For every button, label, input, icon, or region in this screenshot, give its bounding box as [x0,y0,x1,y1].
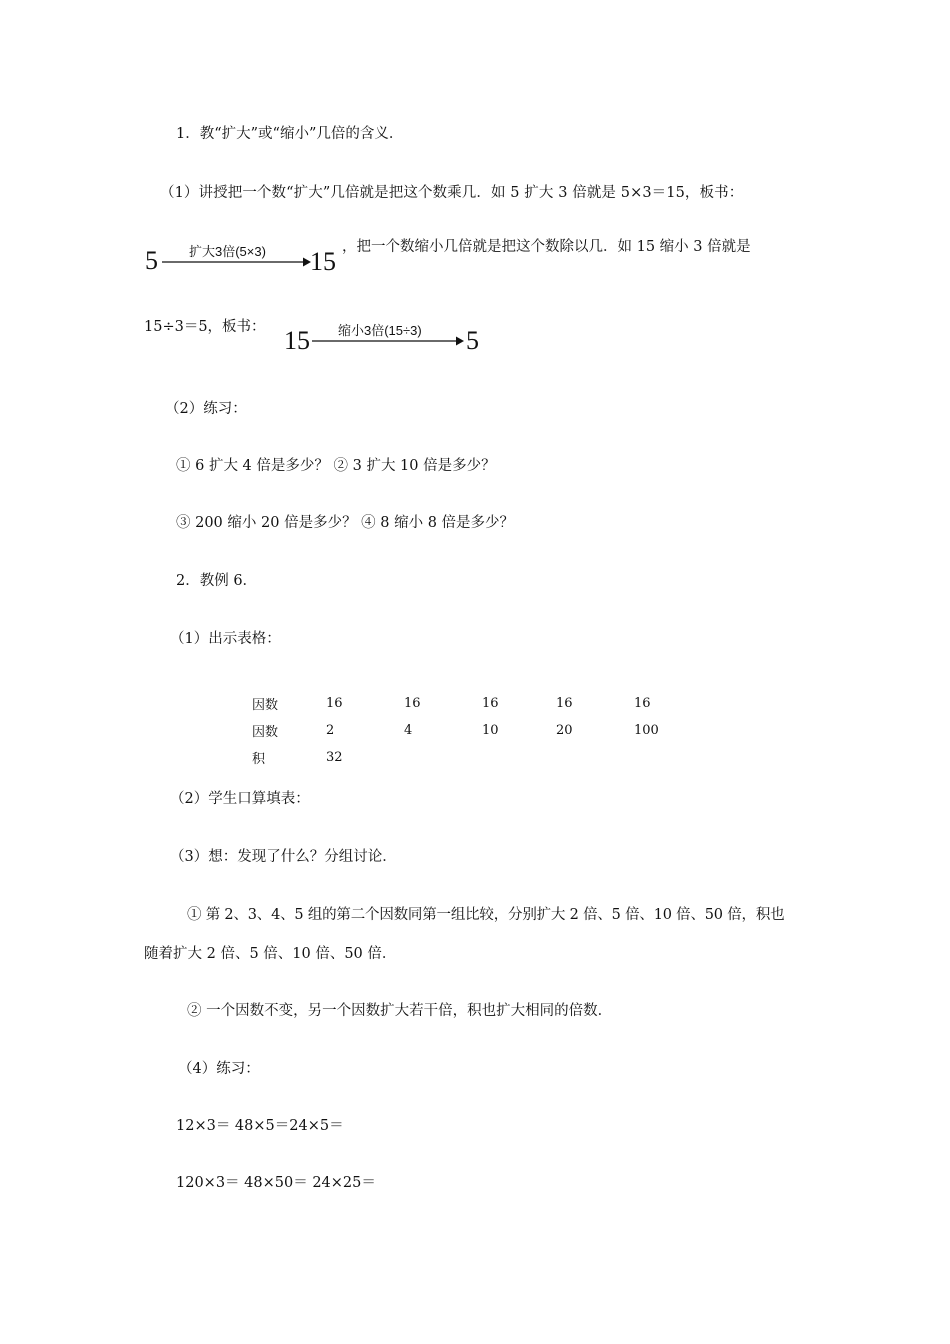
step-3: （3）想：发现了什么？分组讨论． [170,849,397,865]
shrink-diagram-label: 缩小3倍(15÷3) [338,323,422,338]
table-cell: 16 [326,696,343,711]
paragraph-enlarge-definition: （1）讲授把一个数“扩大”几倍就是把这个数乘几．如 5 扩大 3 倍就是 5×3＝15，板书： [160,185,744,201]
table-cell: 积 [252,752,266,767]
section-2-heading: 2．教例 6． [176,573,258,589]
table-row [252,690,694,717]
enlarge-diagram [145,238,345,278]
shrink-diagram-to: 5 [466,326,479,355]
practice-questions-1: ① 6 扩大 4 倍是多少？ ② 3 扩大 10 倍是多少？ [176,458,496,474]
section-1-heading: 1．教“扩大”或“缩小”几倍的含义． [176,126,404,142]
table-cell: 16 [634,696,651,711]
table-cell: 16 [404,696,421,711]
enlarge-diagram-label: 扩大3倍(5×3) [189,244,266,259]
shrink-arrow-head [456,337,464,346]
table-row [252,717,694,744]
table-cell: 2 [326,723,335,738]
table-row [252,744,694,771]
observation-1-line-2: 随着扩大 2 倍、5 倍、10 倍、50 倍． [144,946,397,962]
shrink-diagram [284,320,494,360]
observation-1-line-1: ① 第 2、3、4、5 组的第二个因数同第一组比较，分别扩大 2 倍、5 倍、10 倍、50 倍，积也 [187,907,785,923]
table-cell: 32 [326,750,343,765]
table-cell [404,744,482,771]
table-cell: 16 [556,696,573,711]
enlarge-diagram-to: 15 [310,247,336,276]
table-cell [482,744,556,771]
enlarge-diagram-from: 5 [145,246,158,275]
table-cell: 100 [634,723,659,738]
paragraph-shrink-example: 15÷3＝5，板书： [144,319,266,335]
table-cell: 因数 [252,698,279,713]
table-cell: 10 [482,723,499,738]
factor-table [252,690,694,771]
practice-title: （2）练习： [165,401,247,417]
step-4: （4）练习： [178,1061,260,1077]
table-cell: 因数 [252,725,279,740]
table-cell [634,744,694,771]
table-cell: 16 [482,696,499,711]
practice-questions-2: ③ 200 缩小 20 倍是多少？ ④ 8 缩小 8 倍是多少？ [176,515,515,531]
table-title: （1）出示表格： [170,631,281,647]
step-2: （2）学生口算填表： [170,791,310,807]
paragraph-shrink-definition: ，把一个数缩小几倍就是把这个数除以几．如 15 缩小 3 倍就是 [342,239,751,255]
shrink-diagram-from: 15 [284,326,310,355]
table-cell [556,744,634,771]
observation-2: ② 一个因数不变，另一个因数扩大若干倍，积也扩大相同的倍数． [187,1003,613,1019]
table-cell: 20 [556,723,573,738]
table-cell: 4 [404,723,413,738]
exercise-line-1: 12×3＝ 48×5＝24×5＝ [176,1118,344,1134]
exercise-line-2: 120×3＝ 48×50＝ 24×25＝ [176,1175,376,1191]
